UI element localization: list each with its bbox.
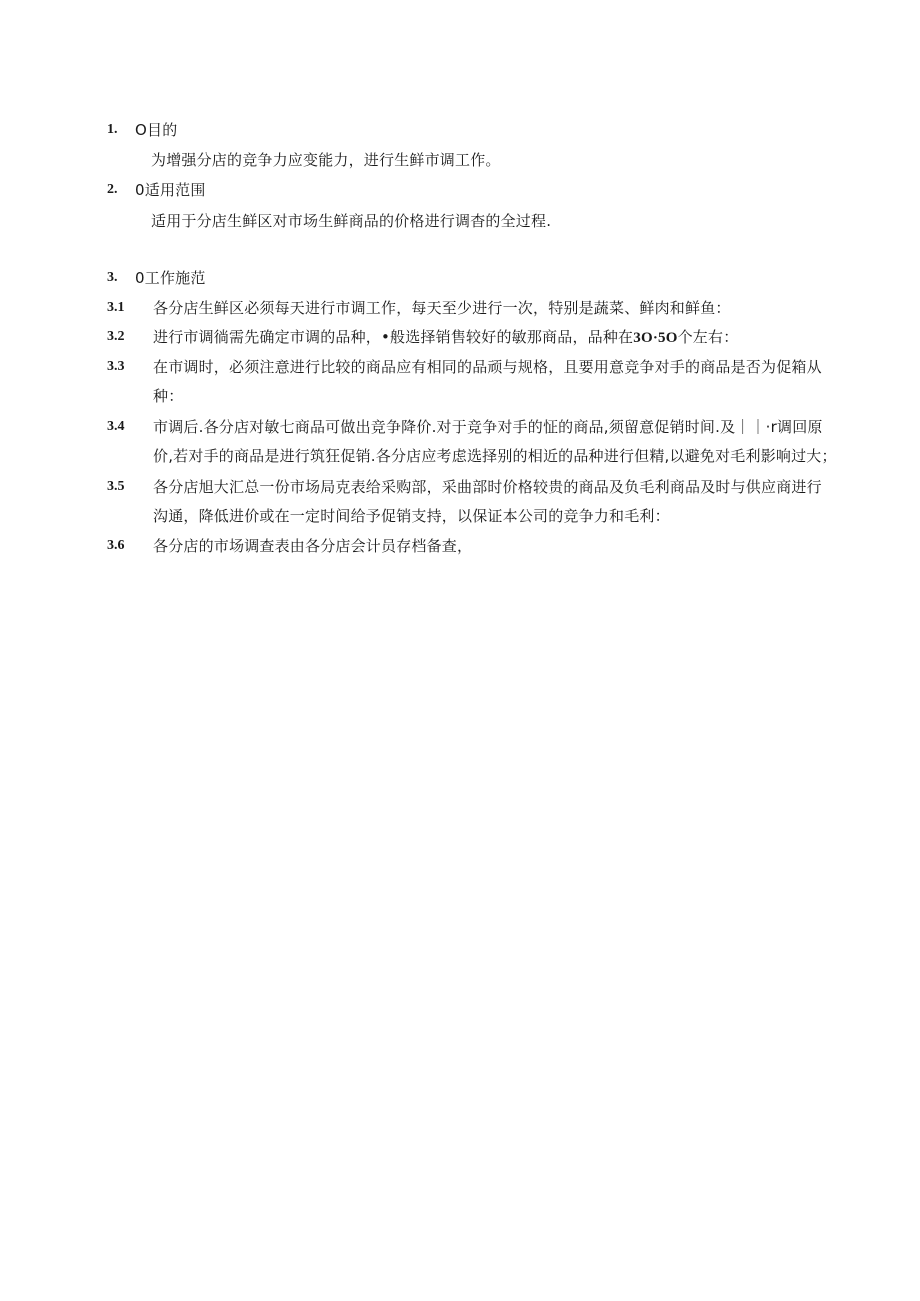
item-3-5-line-1: 各分店旭大汇总一份市场局克表给采购部，采曲部时价格较贵的商品及负毛利商品及时与供应商进行	[153, 478, 822, 496]
item-3-6-line-1: 各分店的市场调查表由各分店会计员存档备查，	[153, 537, 473, 555]
section-2-heading: 0适用范围	[135, 181, 206, 199]
section-3-heading: 0工作施范	[135, 269, 206, 287]
item-3-6-number: 3.6	[107, 538, 125, 553]
section-2-number: 2.	[107, 182, 118, 197]
item-3-2-text-pre: 进行市调徜需先确定市调的品种，•般选择销售较好的敏那商品，品种在	[153, 328, 634, 346]
item-3-3-line-1: 在市调时，必须注意进行比较的商品应有相同的品顽与规格，且要用意竞争对手的商品是否为促箱从	[153, 358, 822, 376]
item-3-2-text-number: 3O·5O	[633, 330, 678, 346]
item-3-4-number: 3.4	[107, 419, 125, 434]
item-3-2-number: 3.2	[107, 329, 125, 344]
section-3-number: 3.	[107, 270, 118, 285]
item-3-4-line-1: 市调后.各分店对敏七商品可做出竞争降价.对于竞争对手的怔的商品,须留意促销时间.及｜｜·r调回原	[153, 418, 823, 436]
section-1-body: 为增强分店的竞争力应变能力，进行生鲜市调工作。	[151, 151, 501, 169]
item-3-3-number: 3.3	[107, 359, 125, 374]
item-3-1-number: 3.1	[107, 300, 125, 315]
section-2-body: 适用于分店生鲜区对市场生鲜商品的价格进行调杳的全过程.	[151, 212, 552, 230]
section-1-heading: O目的	[135, 121, 178, 139]
item-3-4-line-2: 价,若对手的商品是进行筑狂促销.各分店应考虑选择别的相近的品种进行但精,以避免对毛利影响过大；	[153, 447, 837, 465]
item-3-5-line-2: 沟通，降低进价或在一定时间给予促销支持，以保证本公司的竞争力和毛利：	[153, 507, 670, 525]
item-3-1-line-1: 各分店生鲜区必须每天进行市调工作，每天至少进行一次，特别是蔬菜、鲜肉和鲜鱼：	[153, 299, 731, 317]
item-3-2-text-post: 个左右：	[677, 328, 739, 346]
item-3-5-number: 3.5	[107, 479, 125, 494]
section-1-number: 1.	[107, 122, 118, 137]
item-3-2-line-1	[153, 327, 738, 348]
item-3-3-line-2: 种：	[153, 387, 184, 405]
